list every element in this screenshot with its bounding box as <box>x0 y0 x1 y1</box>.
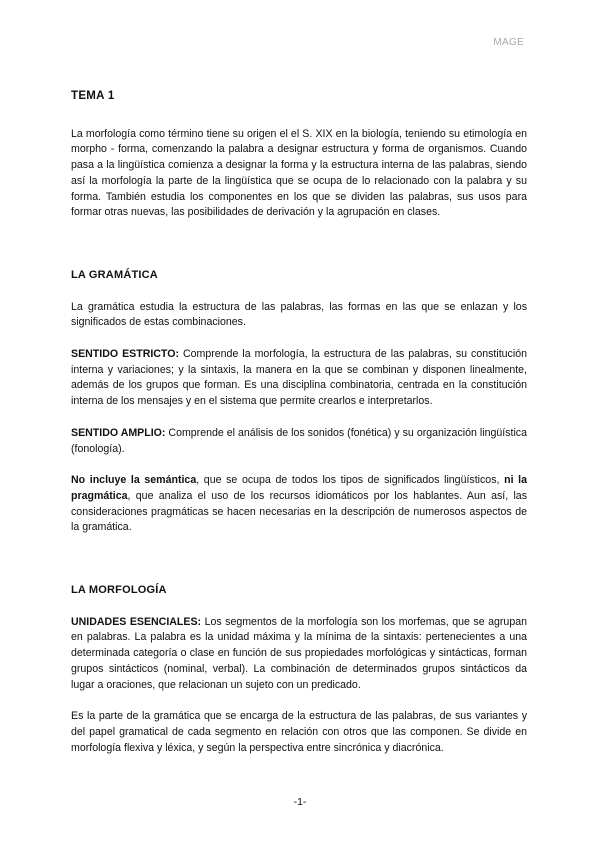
document-title: TEMA 1 <box>71 90 115 102</box>
header-watermark: MAGE <box>493 37 524 48</box>
sentido-estricto-label: SENTIDO ESTRICTO: <box>71 348 179 361</box>
sentido-amplio-paragraph <box>71 426 527 457</box>
sentido-amplio-label: SENTIDO AMPLIO: <box>71 426 166 439</box>
pragmatica-text: , que analiza el uso de los recursos idiomáticos por los hablantes. Aun así, las consideraciones pragmáticas se hacen necesarias en la descripción de numerosos aspectos de la gramática. <box>71 489 527 534</box>
section-heading-morfologia: LA MORFOLOGÍA <box>71 584 167 597</box>
unidades-esenciales-label: UNIDADES ESENCIALES: <box>71 615 202 628</box>
unidades-esenciales-text: Los segmentos de la morfología son los morfemas, que se agrupan en palabras. La palabra es la unidad máxima y la mínima de la sintaxis: pertenecientes a una determinada categoría o clase en función de sus propiedades morfológicas y sintácticas, forman grupos sintácticos (nominal, verbal). La combinación de determinados grupos sintácticos da lugar a oraciones, que relacionan un sujeto con un predicado. <box>71 615 527 691</box>
gramatica-definition: La gramática estudia la estructura de las palabras, las formas en las que se enlazan y los significados de estas combinaciones. <box>71 300 527 329</box>
page-number: -1- <box>293 796 307 808</box>
morfologia-closing-paragraph: Es la parte de la gramática que se encarga de la estructura de las palabras, de sus variantes y del papel gramatical de cada segmento en relación con otros que las componen. Se divide en morfología flexiva y léxica, y según la perspectiva entre sincrónica y diacrónica. <box>71 710 527 754</box>
no-semantica-label: No incluye la semántica <box>71 474 197 487</box>
ni-pragmatica-label: ni la pragmática <box>71 474 527 502</box>
sentido-amplio-text: Comprende el análisis de los sonidos (fonética) y su organización lingüística (fonología). <box>71 426 527 455</box>
exclusions-paragraph <box>71 473 527 536</box>
sentido-estricto-paragraph <box>71 347 527 410</box>
intro-paragraph: La morfología como término tiene su origen el el S. XIX en la biología, teniendo su etimología en morpho - forma, comenzando la palabra a designar estructura y forma de organismos. Cuando pasa a la lingüística comienza a designar la forma y la estructura interna de las palabras, siendo así la morfología la parte de la lingüística que se ocupa de lo relacionado con la palabra y su forma. También estudia los componentes en los que se dividen las palabras, sus usos para formar otras nuevas, las posibilidades de derivación y la agrupación en clases. <box>71 127 527 219</box>
no-semantica-text: , que se ocupa de todos los tipos de significados lingüísticos, <box>196 474 505 487</box>
unidades-esenciales-paragraph <box>71 615 527 694</box>
sentido-estricto-text: Comprende la morfología, la estructura de las palabras, su constitución interna y variaciones; y la sintaxis, la manera en la que se combinan y disponen linealmente, además de los grupos que forman. Es una disciplina combinatoria, centrada en la constitución interna de los mensajes y en el sistema que permite crearlos e interpretarlos. <box>71 348 527 408</box>
section-heading-gramatica: LA GRAMÁTICA <box>71 268 158 281</box>
document-body <box>71 89 527 756</box>
